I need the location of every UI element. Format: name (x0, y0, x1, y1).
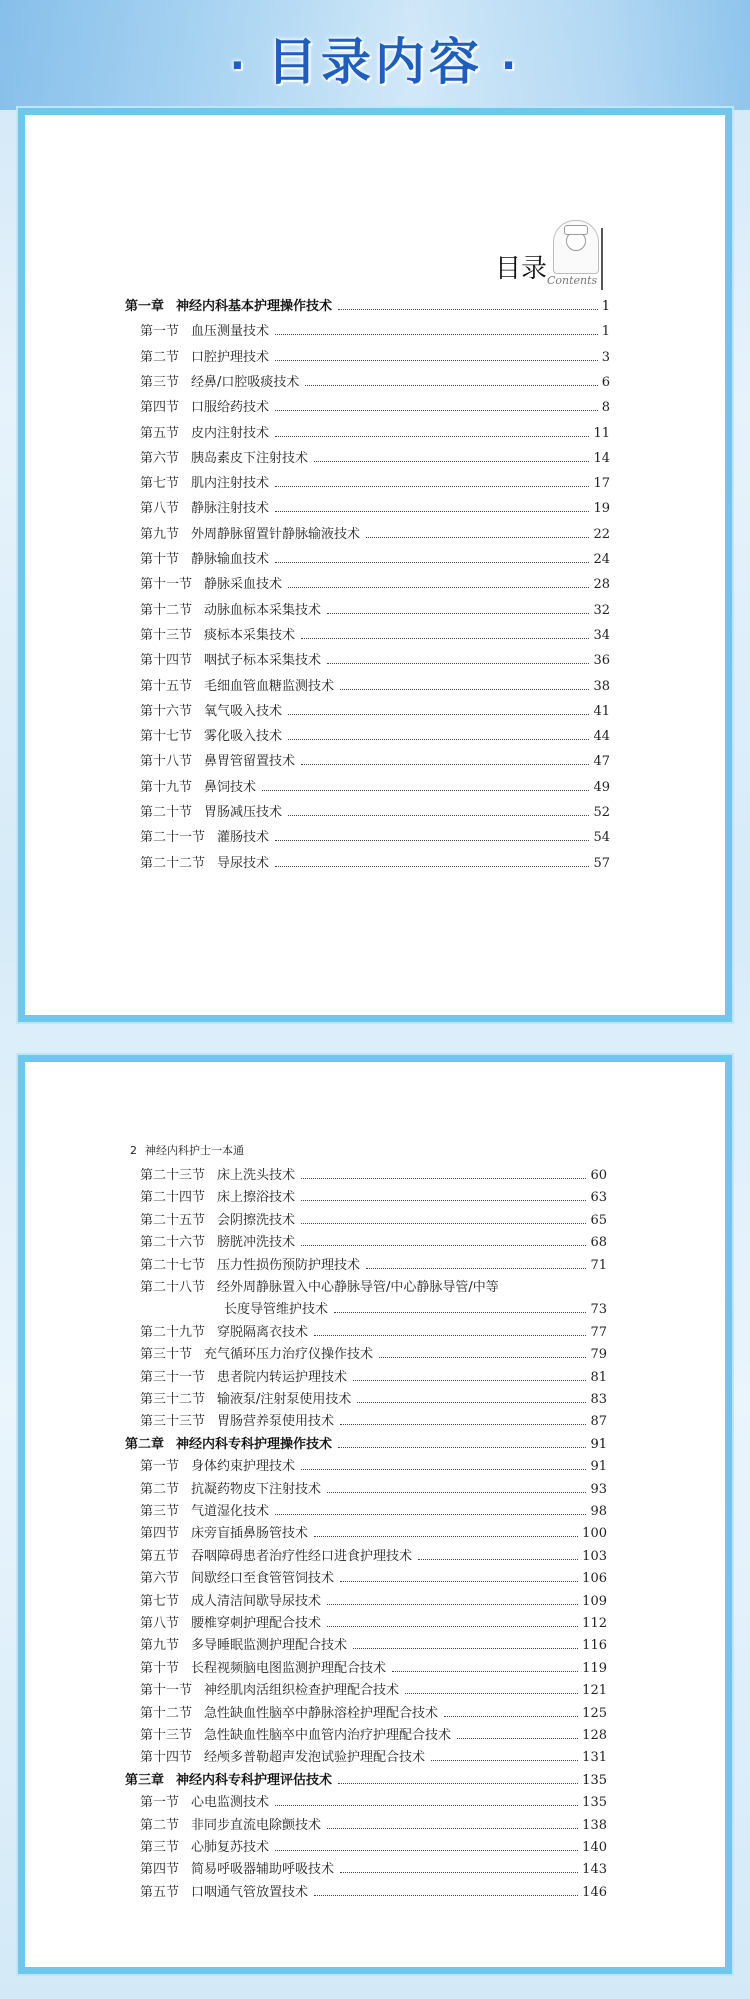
toc-section-row (140, 1500, 607, 1519)
toc-entry-title: 间歇经口至食管管饲技术 (191, 1571, 335, 1587)
dot-leader (301, 638, 589, 639)
toc-entry-title: 鼻饲技术 (204, 779, 257, 795)
toc-section-row (140, 1209, 607, 1228)
dot-leader (275, 1514, 586, 1515)
toc-entry-label: 第十四节 (140, 1750, 193, 1766)
dot-leader (301, 1469, 586, 1470)
toc-entry-title: 压力性损伤预防护理技术 (217, 1257, 361, 1273)
toc-entry-title: 抗凝药物皮下注射技术 (191, 1481, 322, 1497)
toc-entry-page: 98 (590, 1504, 607, 1519)
header-divider (601, 228, 603, 290)
toc-section-row (140, 1746, 607, 1765)
toc-entry-title: 外周静脉留置针静脉输液技术 (191, 526, 361, 542)
toc-section-row (140, 1545, 607, 1564)
toc-entry-title: 静脉输血技术 (191, 552, 270, 567)
toc-entry-title: 导尿技术 (217, 855, 270, 871)
dot-leader (379, 1357, 586, 1358)
toc-entry-title: 输液泵/注射泵使用技术 (217, 1392, 352, 1407)
toc-entry-title: 雾化吸入技术 (204, 729, 283, 745)
toc-entry-title: 口服给药技术 (191, 400, 270, 416)
toc-section-row (140, 700, 610, 719)
toc-entry-label: 第一章 (125, 299, 165, 314)
dot-leader (457, 1738, 578, 1739)
toc-entry-title: 气道湿化技术 (191, 1504, 270, 1519)
toc-entry-label: 第十七节 (140, 729, 193, 745)
toc-entry-title: 动脉血标本采集技术 (204, 602, 322, 618)
toc-entry-page: 91 (590, 1459, 607, 1475)
toc-entry-title: 简易呼吸器辅助呼吸技术 (191, 1862, 335, 1878)
toc-chapter-row (125, 1769, 607, 1788)
dot-leader (366, 1268, 586, 1269)
toc-section-row (140, 1254, 607, 1273)
toc-page-1 (18, 108, 732, 1022)
toc-entry-page: 60 (590, 1168, 607, 1183)
dot-leader (314, 1335, 586, 1336)
toc-entry-page: 106 (582, 1571, 607, 1587)
toc-entry-title: 咽拭子标本采集技术 (204, 653, 322, 669)
banner-title (0, 22, 750, 94)
toc-entry-title: 毛细血管血糖监测技术 (204, 678, 335, 694)
toc-section-row (140, 1276, 607, 1295)
toc-entry-label: 第六节 (140, 1571, 180, 1587)
toc-entry-page: 73 (590, 1302, 607, 1318)
dot-leader (275, 511, 589, 512)
toc-entry-label: 第九节 (140, 1638, 180, 1654)
toc-entry-page: 135 (582, 1795, 607, 1811)
toc-entry-title: 氧气吸入技术 (204, 703, 283, 719)
running-head (130, 1142, 244, 1158)
dot-leader (275, 1805, 578, 1806)
toc-entry-page: 24 (593, 552, 610, 567)
dot-leader (301, 764, 589, 765)
toc-entry-label: 第八节 (140, 501, 180, 517)
toc-entry-title: 心肺复苏技术 (191, 1840, 270, 1855)
toc-entry-label: 第三十二节 (140, 1392, 206, 1407)
toc-section-row (140, 346, 610, 365)
toc-entry-page: 103 (582, 1548, 607, 1564)
toc-entry-label: 第三节 (140, 1840, 180, 1855)
toc-entry-label: 第二节 (140, 1481, 180, 1497)
banner-dot-left: · (229, 42, 249, 89)
toc-entry-label: 第二十三节 (140, 1168, 206, 1183)
toc-entry-title: 胃肠营养泵使用技术 (217, 1414, 335, 1430)
dot-leader (288, 815, 589, 816)
dot-leader (357, 1402, 586, 1403)
dot-leader (305, 385, 597, 386)
toc-entry-title: 鼻胃管留置技术 (204, 754, 296, 770)
toc-entry-page: 8 (601, 400, 610, 416)
toc-entry-title: 充气循环压力治疗仪操作技术 (204, 1347, 374, 1363)
toc-entry-title: 皮内注射技术 (191, 425, 270, 441)
dot-leader (301, 1178, 586, 1179)
toc-entry-title: 身体约束护理技术 (191, 1459, 296, 1475)
toc-entry-page: 52 (593, 805, 610, 820)
toc-entry-label: 第四节 (140, 400, 180, 416)
banner-text: 目录内容 (267, 33, 483, 91)
toc-section-row (140, 675, 610, 694)
dot-leader (327, 1626, 578, 1627)
toc-section-row (140, 1634, 607, 1653)
dot-leader (327, 613, 589, 614)
toc-entry-title: 穿脱隔离衣技术 (217, 1324, 309, 1340)
toc-entry-label: 第七节 (140, 476, 180, 492)
dot-leader (340, 1581, 578, 1582)
toc-entry-page: 54 (593, 830, 610, 846)
toc-entry-label: 第四节 (140, 1526, 180, 1542)
toc-entry-title: 急性缺血性脑卒中血管内治疗护理配合技术 (204, 1728, 452, 1743)
toc-entry-label: 第五节 (140, 1548, 180, 1564)
dot-leader (340, 1872, 578, 1873)
toc-entry-label: 第十二节 (140, 1705, 193, 1721)
toc-entry-page: 6 (601, 374, 610, 390)
toc-section-row (140, 1164, 607, 1183)
toc-entry-label: 第十三节 (140, 627, 193, 643)
toc-entry-title: 床上擦浴技术 (217, 1190, 296, 1206)
toc-entry-page: 68 (590, 1235, 607, 1251)
toc-entry-title: 经鼻/口腔吸痰技术 (191, 374, 300, 390)
dot-leader (275, 840, 589, 841)
dot-leader (340, 1424, 586, 1425)
dot-leader (314, 1895, 578, 1896)
dot-leader (275, 334, 598, 335)
toc-entry-label: 第二节 (140, 349, 180, 365)
toc-entry-page: 36 (593, 653, 610, 669)
toc-section-row (140, 1410, 607, 1429)
dot-leader (262, 790, 589, 791)
toc-section-row (140, 1679, 607, 1698)
toc-entry-page: 109 (582, 1593, 607, 1609)
toc-entry-page: 146 (582, 1884, 607, 1900)
dot-leader (366, 537, 589, 538)
toc-entry-page: 143 (582, 1862, 607, 1878)
dot-leader (338, 1783, 578, 1784)
toc-section-row (140, 371, 610, 390)
toc-entry-label: 第十二节 (140, 602, 193, 618)
dot-leader (275, 866, 589, 867)
toc-chapter-row (125, 1433, 607, 1452)
toc-entry-title: 经颅多普勒超声发泡试验护理配合技术 (204, 1750, 426, 1766)
toc-entry-page: 87 (590, 1414, 607, 1430)
toc-entry-title: 神经肌肉活组织检查护理配合技术 (204, 1683, 400, 1699)
toc-entry-label: 第六节 (140, 450, 180, 466)
toc-entry-label: 第七节 (140, 1593, 180, 1609)
toc-entry-page: 47 (593, 754, 610, 770)
toc-entry-label: 第十三节 (140, 1728, 193, 1743)
toc-section-row (140, 1186, 607, 1205)
toc-entry-page: 138 (582, 1817, 607, 1833)
toc-entry-label: 第五节 (140, 425, 180, 441)
toc-entry-page: 128 (582, 1728, 607, 1743)
toc-entry-label: 第二十五节 (140, 1212, 206, 1228)
toc-entry-label: 第三十一节 (140, 1369, 206, 1385)
dot-leader (275, 562, 589, 563)
toc-entry-title: 静脉采血技术 (204, 577, 283, 593)
toc-entry-label: 第十一节 (140, 577, 193, 593)
toc-section-row (140, 801, 610, 820)
toc-section-row (140, 548, 610, 567)
toc-entry-title: 床旁盲插鼻肠管技术 (191, 1526, 309, 1542)
toc-section-row (140, 852, 610, 871)
toc-entry-page: 125 (582, 1705, 607, 1721)
toc-entry-label: 第一节 (140, 324, 180, 340)
nurse-icon (553, 220, 599, 274)
dot-leader (327, 1604, 578, 1605)
toc-header (495, 220, 615, 290)
toc-entry-page: 71 (590, 1257, 607, 1273)
dot-leader (314, 461, 589, 462)
toc-section-row (140, 1612, 607, 1631)
toc-section-row (140, 776, 610, 795)
toc-section-row (140, 573, 610, 592)
toc-section-row (140, 1455, 607, 1474)
toc-entry-label: 第十节 (140, 552, 180, 567)
toc-entry-page: 17 (593, 476, 610, 492)
dot-leader (314, 1536, 578, 1537)
toc-entry-page: 14 (593, 450, 610, 466)
toc-section-row (140, 1836, 607, 1855)
toc-section-row (140, 624, 610, 643)
toc-entry-title: 经外周静脉置入中心静脉导管/中心静脉导管/中等 (217, 1280, 499, 1295)
toc-entry-title: 痰标本采集技术 (204, 627, 296, 643)
dot-leader (275, 1850, 578, 1851)
toc-entry-page: 11 (593, 425, 610, 441)
toc-entry-title: 多导睡眠监测护理配合技术 (191, 1638, 348, 1654)
toc-entry-title: 床上洗头技术 (217, 1168, 296, 1183)
dot-leader (338, 1447, 586, 1448)
toc-entry-title: 口咽通气管放置技术 (191, 1884, 309, 1900)
toc-entry-page: 34 (593, 627, 610, 643)
toc-section-row (140, 1724, 607, 1743)
toc-entry-label: 第二章 (125, 1436, 165, 1452)
toc-entry-title: 神经内科基本护理操作技术 (176, 299, 333, 314)
toc-entry-page: 91 (590, 1436, 607, 1452)
toc-entry-title: 患者院内转运护理技术 (217, 1369, 348, 1385)
toc-entry-title: 会阴擦洗技术 (217, 1212, 296, 1228)
dot-leader (327, 663, 589, 664)
dot-leader (288, 739, 589, 740)
toc-entry-label: 第二十二节 (140, 855, 206, 871)
toc-entry-page: 119 (582, 1660, 607, 1676)
toc-section-row (140, 523, 610, 542)
toc-entry-title: 神经内科专科护理评估技术 (176, 1772, 333, 1788)
toc-section-row (140, 1366, 607, 1385)
toc-entry-page: 81 (590, 1369, 607, 1385)
toc-section-row (140, 1343, 607, 1362)
dot-leader (301, 1245, 586, 1246)
toc-entry-page: 41 (593, 703, 610, 719)
toc-entry-title: 长度导管维护技术 (224, 1302, 329, 1318)
toc-section-row (140, 725, 610, 744)
dot-leader (353, 1648, 578, 1649)
toc-entry-title: 肌内注射技术 (191, 476, 270, 492)
toc-entry-title: 灌肠技术 (217, 830, 270, 846)
toc-entry-page: 135 (582, 1772, 607, 1788)
toc-entry-label: 第二十一节 (140, 830, 206, 846)
toc-entry-label: 第十五节 (140, 678, 193, 694)
toc-entry-title: 静脉注射技术 (191, 501, 270, 517)
toc-entry-label: 第十四节 (140, 653, 193, 669)
toc-entry-title: 神经内科专科护理操作技术 (176, 1436, 333, 1452)
toc-entry-page: 49 (593, 779, 610, 795)
toc-entry-page: 116 (582, 1638, 607, 1654)
toc-entry-label: 第五节 (140, 1884, 180, 1900)
toc-entry-label: 第二十节 (140, 805, 193, 820)
dot-leader (405, 1693, 578, 1694)
toc-section-row (140, 599, 610, 618)
banner-dot-right: · (501, 42, 521, 89)
toc-entry-title: 胃肠减压技术 (204, 805, 283, 820)
toc-section-row (140, 1522, 607, 1541)
toc-section-row (140, 1590, 607, 1609)
toc-entry-label: 第二十六节 (140, 1235, 206, 1251)
dot-leader (353, 1380, 586, 1381)
toc-entry-label: 第十九节 (140, 779, 193, 795)
toc-entry-label: 第二十九节 (140, 1324, 206, 1340)
toc-entry-page: 1 (601, 324, 610, 340)
toc-entry-label: 第十一节 (140, 1683, 193, 1699)
toc-entry-title: 血压测量技术 (191, 324, 270, 340)
running-title: 神经内科护士一本通 (145, 1144, 244, 1157)
toc-entry-title: 腰椎穿刺护理配合技术 (191, 1616, 322, 1631)
toc-section-row (140, 1791, 607, 1810)
toc-section-row (140, 422, 610, 441)
toc-section-row (140, 497, 610, 516)
toc-entry-page: 22 (593, 526, 610, 542)
toc-section-row (140, 1478, 607, 1497)
toc-entry-page: 140 (582, 1840, 607, 1855)
toc-entry-title: 心电监测技术 (191, 1795, 270, 1811)
toc-chapter-row (125, 295, 610, 314)
toc-section-row (140, 1858, 607, 1877)
toc-section-row (140, 472, 610, 491)
dot-leader (338, 309, 598, 310)
dot-leader (418, 1559, 578, 1560)
dot-leader (444, 1716, 578, 1717)
toc-entry-page: 19 (593, 501, 610, 517)
toc-entry-title: 吞咽障碍患者治疗性经口进食护理技术 (191, 1548, 413, 1564)
toc-entry-page: 57 (593, 855, 610, 871)
toc-entry-label: 第三节 (140, 1504, 180, 1519)
toc-entry-title: 成人清洁间歇导尿技术 (191, 1593, 322, 1609)
toc-entry-page: 121 (582, 1683, 607, 1699)
toc-entry-label: 第二十七节 (140, 1257, 206, 1273)
toc-entry-title: 急性缺血性脑卒中静脉溶栓护理配合技术 (204, 1705, 439, 1721)
toc-section-row (140, 1231, 607, 1250)
toc-entry-label: 第四节 (140, 1862, 180, 1878)
toc-page-2 (18, 1055, 732, 1974)
toc-entry-page: 112 (582, 1616, 607, 1631)
toc-entry-label: 第二十八节 (140, 1280, 206, 1295)
dot-leader (334, 1312, 586, 1313)
toc-entry-page: 32 (593, 602, 610, 618)
toc-entry-label: 第十节 (140, 1660, 180, 1676)
dot-leader (275, 410, 598, 411)
toc-section-row (140, 447, 610, 466)
dot-leader (275, 436, 589, 437)
toc-entry-label: 第一节 (140, 1459, 180, 1475)
toc-entry-title: 胰岛素皮下注射技术 (191, 450, 309, 466)
toc-entry-label: 第一节 (140, 1795, 180, 1811)
toc-entry-label: 第三节 (140, 374, 180, 390)
toc-entry-page: 65 (590, 1212, 607, 1228)
toc-entry-label: 第九节 (140, 526, 180, 542)
toc-entry-title: 非同步直流电除颤技术 (191, 1817, 322, 1833)
toc-entry-page: 3 (601, 349, 610, 365)
toc-entry-page: 131 (582, 1750, 607, 1766)
toc-entry-label: 第十六节 (140, 703, 193, 719)
toc-section-row (140, 396, 610, 415)
dot-leader (275, 360, 598, 361)
dot-leader (275, 486, 589, 487)
toc-entry-label: 第三章 (125, 1772, 165, 1788)
toc-entry-title: 口腔护理技术 (191, 349, 270, 365)
toc-entry-label: 第三十节 (140, 1347, 193, 1363)
toc-entry-page: 79 (590, 1347, 607, 1363)
toc-section-row (140, 1814, 607, 1833)
toc-section-row (140, 826, 610, 845)
toc-entry-page: 63 (590, 1190, 607, 1206)
dot-leader (431, 1760, 578, 1761)
toc-entry-page: 77 (590, 1324, 607, 1340)
dot-leader (340, 689, 589, 690)
toc-entry-page: 1 (601, 299, 610, 314)
toc-section-row (140, 1321, 607, 1340)
dot-leader (392, 1671, 578, 1672)
toc-section-row (140, 649, 610, 668)
toc-entry-label: 第三十三节 (140, 1414, 206, 1430)
toc-section-row (140, 1298, 607, 1317)
toc-entry-label: 第二节 (140, 1817, 180, 1833)
toc-entry-page: 28 (593, 577, 610, 593)
dot-leader (301, 1200, 586, 1201)
toc-section-row (140, 1881, 607, 1900)
toc-entry-label: 第十八节 (140, 754, 193, 770)
toc-entry-label: 第八节 (140, 1616, 180, 1631)
toc-entry-label: 第二十四节 (140, 1190, 206, 1206)
dot-leader (301, 1223, 586, 1224)
toc-subtitle: Contents (547, 274, 598, 287)
toc-entry-title: 膀胱冲洗技术 (217, 1235, 296, 1251)
toc-section-row (140, 1657, 607, 1676)
toc-entry-page: 83 (590, 1392, 607, 1407)
toc-section-row (140, 750, 610, 769)
dot-leader (288, 587, 589, 588)
dot-leader (327, 1828, 578, 1829)
toc-entry-page: 93 (590, 1481, 607, 1497)
toc-section-row (140, 1388, 607, 1407)
running-page-number: 2 (130, 1144, 137, 1157)
toc-entry-page: 44 (593, 729, 610, 745)
dot-leader (327, 1492, 586, 1493)
toc-entry-page: 100 (582, 1526, 607, 1542)
toc-section-row (140, 320, 610, 339)
toc-title: 目录 (495, 254, 548, 284)
toc-entry-page: 38 (593, 678, 610, 694)
toc-entry-title: 长程视频脑电图监测护理配合技术 (191, 1660, 387, 1676)
toc-section-row (140, 1567, 607, 1586)
dot-leader (288, 714, 589, 715)
toc-section-row (140, 1702, 607, 1721)
